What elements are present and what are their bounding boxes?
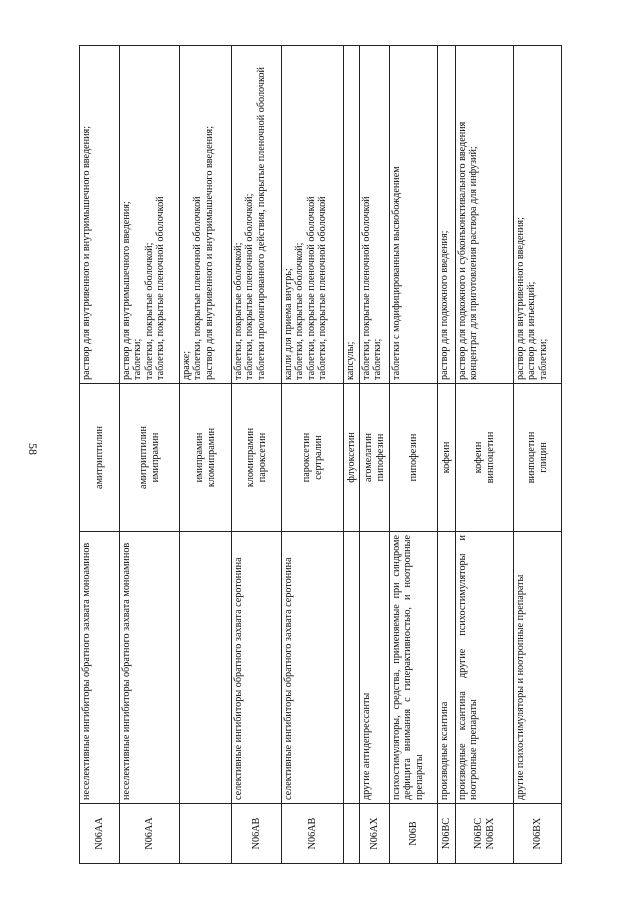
table-row xyxy=(360,46,390,864)
drug-name: пипофезин xyxy=(407,433,419,482)
table-row xyxy=(180,46,232,864)
drug-names xyxy=(344,384,360,532)
atc-code: N06BX xyxy=(514,804,562,864)
dosage-form: таблетки; xyxy=(537,338,549,380)
atc-code: N06AA xyxy=(120,804,180,864)
table-row xyxy=(456,46,514,864)
dosage-form: таблетки, покрытые пленочной оболочкой xyxy=(361,196,372,380)
table-row xyxy=(438,46,456,864)
group-name: неселективные ингибиторы обратного захвата моноаминов xyxy=(120,532,180,804)
drug-name: имипрамин xyxy=(149,432,161,483)
dosage-form: таблетки пролонгированного действия, покрытые пленочной оболочкой xyxy=(255,67,267,380)
dosage-form: раствор для внутримышечного введения; xyxy=(121,201,132,380)
dosage-forms xyxy=(180,46,232,384)
dosage-form: капсулы; xyxy=(345,341,356,380)
group-name: другие психостимуляторы и ноотропные препараты xyxy=(514,532,562,804)
dosage-forms xyxy=(282,46,344,384)
group-name: психостимуляторы, средства, применяемые при синдроме дефицита внимания с гиперактивностью, и ноотропные препараты xyxy=(390,532,438,804)
table-row xyxy=(80,46,120,864)
atc-code: N06BC xyxy=(438,804,456,864)
drug-name: винпоцетин xyxy=(526,431,538,484)
group-name: селективные ингибиторы обратного захвата серотонина xyxy=(282,532,344,804)
drug-name: флуоксетин xyxy=(345,432,357,483)
dosage-form: таблетки, покрытые оболочкой; xyxy=(294,242,306,380)
dosage-forms xyxy=(514,46,562,384)
dosage-forms xyxy=(80,46,120,384)
drug-name: кломипрамин xyxy=(245,427,257,488)
drug-names xyxy=(438,384,456,532)
group-name: другие антидепрессанты xyxy=(360,532,390,804)
atc-code: N06AX xyxy=(360,804,390,864)
atc-code xyxy=(180,804,232,864)
table-row xyxy=(282,46,344,864)
drug-table-container xyxy=(79,46,561,864)
group-name: неселективные ингибиторы обратного захвата моноаминов xyxy=(80,532,120,804)
dosage-forms xyxy=(120,46,180,384)
drug-names xyxy=(456,384,514,532)
atc-code: N06B xyxy=(390,804,438,864)
dosage-form: раствор для внутривенного и внутримышечного введения; xyxy=(203,125,215,380)
atc-code: N06AB xyxy=(282,804,344,864)
drug-names xyxy=(120,384,180,532)
dosage-form: раствор для внутривенного введения; xyxy=(515,217,526,380)
dosage-forms xyxy=(232,46,282,384)
dosage-forms xyxy=(360,46,390,384)
dosage-form: раствор для подкожного и субконъюнктивального введения xyxy=(457,121,468,380)
dosage-form: раствор для инъекций; xyxy=(526,281,538,380)
dosage-form: таблетки; xyxy=(372,338,384,380)
table-row xyxy=(120,46,180,864)
dosage-form: таблетки, покрытые оболочкой; xyxy=(143,242,155,380)
table-row xyxy=(232,46,282,864)
drug-name: пипофезин xyxy=(374,433,386,482)
atc-code: N06AA xyxy=(80,804,120,864)
group-name xyxy=(344,532,360,804)
drug-name: пароксетин xyxy=(301,432,313,483)
drug-names xyxy=(80,384,120,532)
drug-names xyxy=(360,384,390,532)
dosage-forms xyxy=(456,46,514,384)
dosage-form: таблетки, покрытые пленочной оболочкой xyxy=(317,196,329,380)
dosage-form: капли для приема внутрь; xyxy=(283,268,294,380)
drug-name: кофеин xyxy=(473,441,485,474)
dosage-form: таблетки, покрытые пленочной оболочкой xyxy=(192,196,204,380)
drug-name: амитриптилин xyxy=(93,426,105,489)
atc-code xyxy=(344,804,360,864)
drug-names xyxy=(390,384,438,532)
group-name: селективные ингибиторы обратного захвата серотонина xyxy=(232,532,282,804)
drug-names xyxy=(282,384,344,532)
dosage-form: концентрат для приготовления раствора для инфузий; xyxy=(468,146,480,380)
dosage-form: таблетки, покрытые пленочной оболочкой; xyxy=(244,193,256,380)
table-row xyxy=(344,46,360,864)
drug-name: пароксетин xyxy=(256,432,268,483)
table-row xyxy=(514,46,562,864)
drug-name: агомелатин xyxy=(363,433,375,483)
drug-table xyxy=(79,45,562,864)
dosage-form: таблетки, покрытые пленочной оболочкой xyxy=(305,196,317,380)
dosage-form: раствор для внутривенного и внутримышечного введения; xyxy=(81,125,92,380)
drug-name: глицин xyxy=(537,442,549,473)
drug-name: кломипрамин xyxy=(205,427,217,488)
drug-names xyxy=(232,384,282,532)
group-name: производные ксантина xyxy=(438,532,456,804)
drug-name: амитриптилин xyxy=(138,426,150,489)
atc-code: N06BC N06BX xyxy=(456,804,514,864)
dosage-form: драже; xyxy=(181,350,192,380)
dosage-forms xyxy=(438,46,456,384)
group-name xyxy=(180,532,232,804)
dosage-form: таблетки, покрытые пленочной оболочкой xyxy=(155,196,167,380)
drug-name: винпоцетин xyxy=(484,431,496,484)
dosage-form: таблетки с модифицированным высвобождением xyxy=(391,166,402,380)
drug-name: сертралин xyxy=(312,435,324,480)
group-name: производные ксантина другие психостимуляторы и ноотропные препараты xyxy=(456,532,514,804)
atc-code: N06AB xyxy=(232,804,282,864)
dosage-forms xyxy=(390,46,438,384)
dosage-forms xyxy=(344,46,360,384)
dosage-form: раствор для подкожного введения; xyxy=(439,230,450,380)
dosage-form: таблетки; xyxy=(132,338,144,380)
table-row xyxy=(390,46,438,864)
drug-name: кофеин xyxy=(440,441,452,474)
drug-names xyxy=(514,384,562,532)
drug-names xyxy=(180,384,232,532)
dosage-form: таблетки, покрытые оболочкой; xyxy=(233,242,244,380)
page-number: 58 xyxy=(26,443,40,455)
drug-name: имипрамин xyxy=(194,432,206,483)
